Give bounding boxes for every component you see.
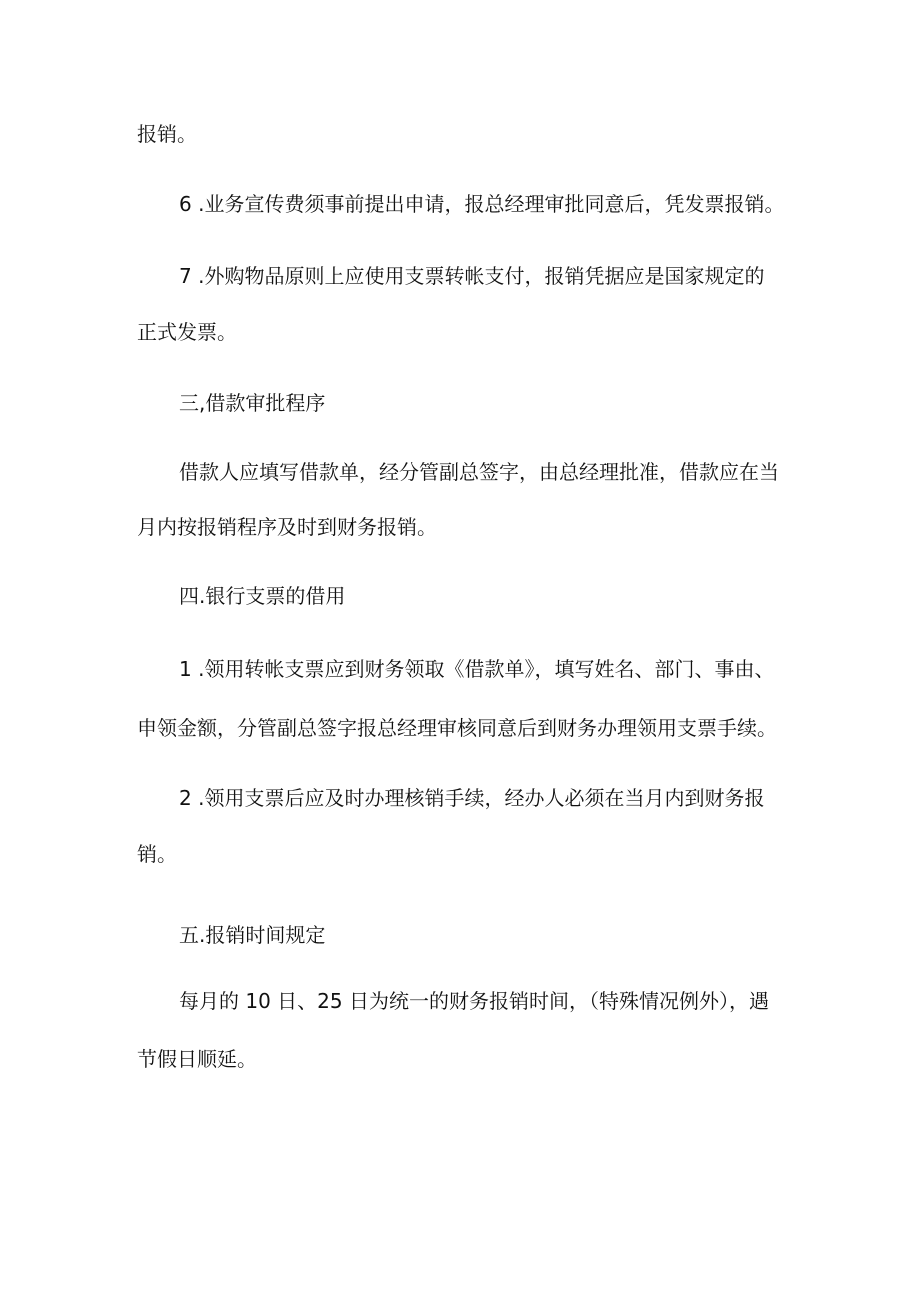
section-heading-3: 三,借款审批程序	[179, 391, 326, 415]
section-heading-5: 五.报销时间规定	[179, 923, 326, 947]
time-paragraph-line-1: 每月的 10 日、25 日为统一的财务报销时间，（特殊情况例外），遇	[179, 989, 769, 1013]
list-item-7-line-1: 7 .外购物品原则上应使用支票转帐支付，报销凭据应是国家规定的	[179, 264, 765, 288]
list-item-6: 6 .业务宣传费须事前提出申请，报总经理审批同意后，凭发票报销。	[179, 192, 785, 216]
time-paragraph-line-2: 节假日顺延。	[137, 1047, 257, 1071]
loan-paragraph-line-1: 借款人应填写借款单，经分管副总签字，由总经理批准，借款应在当	[179, 460, 779, 484]
loan-paragraph-line-2: 月内按报销程序及时到财务报销。	[137, 515, 437, 539]
list-item-1-line-1: 1 .领用转帐支票应到财务领取《借款单》，填写姓名、部门、事由、	[179, 657, 775, 681]
list-item-1-line-2: 申领金额，分管副总签字报总经理审核同意后到财务办理领用支票手续。	[137, 716, 777, 740]
list-item-7-line-2: 正式发票。	[137, 320, 237, 344]
section-heading-4: 四.银行支票的借用	[179, 584, 346, 608]
paragraph-continuation: 报销。	[137, 122, 197, 146]
list-item-2-line-2: 销。	[137, 842, 177, 866]
list-item-2-line-1: 2 .领用支票后应及时办理核销手续，经办人必须在当月内到财务报	[179, 786, 765, 810]
